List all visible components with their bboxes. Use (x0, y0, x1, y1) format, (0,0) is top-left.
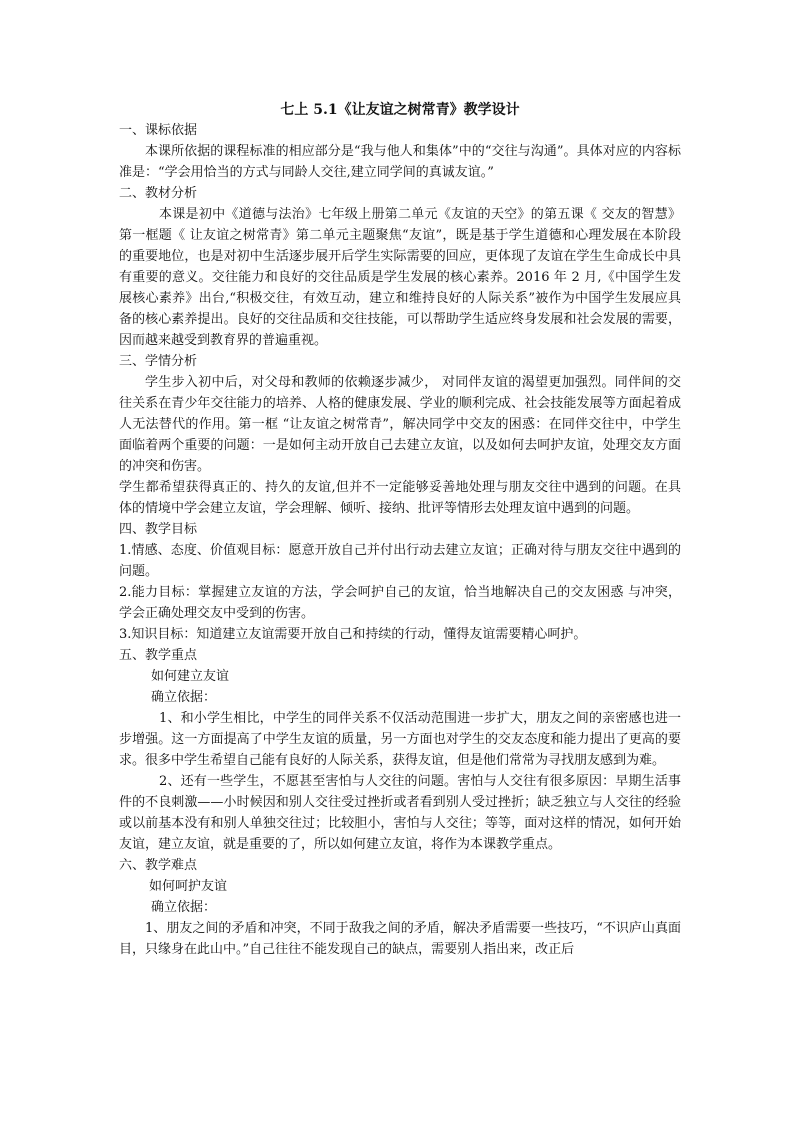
goal-item: 2.能力目标：掌握建立友谊的方法，学会呵护自己的友谊，恰当地解决自己的交友困惑 与冲突，学会正确处理交友中受到的伤害。 (119, 585, 681, 621)
section-heading-curriculum-basis: 一、课标依据 (119, 123, 198, 138)
goal-item: 3.知识目标：知道建立友谊需要开放自己和持续的行动，懂得友谊需要精心呵护。 (119, 627, 587, 642)
paragraph: 学生步入初中后，对父母和教师的依赖逐步减少， 对同伴友谊的渴望更加强烈。同伴间的交往关系在青少年交往能力的培养、人格的健康发展、学业的顺利完成、社会技能发展等方面起着成人无法替代的作用。第一框 “让友谊之树常青”，解决同学中交友的困惑：在同伴交往中，中学生面临着两个重要的问题：一是如何主动开放自己去建立友谊，以及如何去呵护友谊，处理交友方面的冲突和伤害。 (119, 375, 681, 474)
section-heading-teaching-goals: 四、教学目标 (119, 522, 198, 537)
basis-label: 确立依据： (151, 900, 217, 915)
focus-topic: 如何建立友谊 (151, 669, 230, 684)
paragraph: 学生都希望获得真正的、持久的友谊,但并不一定能够妥善地处理与朋友交往中遇到的问题。在具体的情境中学会建立友谊，学会理解、倾听、接纳、批评等情形去处理友谊中遇到的问题。 (119, 480, 681, 516)
paragraph: 本课是初中《道德与法治》七年级上册第二单元《友谊的天空》的第五课《 交友的智慧》第一框题《 让友谊之树常青》第二单元主题聚焦“友谊”，既是基于学生道德和心理发展在本阶段的重要地位，也是对初中生活逐步展开后学生实际需要的回应，更体现了友谊在学生生命成长中具有重要的意义。交往能力和良好的交往品质是学生发展的核心素养。2016 年 2 月,《中国学生发展核心素养》出台,“积极交往，有效互动，建立和维持良好的人际关系”被作为中国学生发展应具备的核心素养提出。良好的交往品质和交往技能，可以帮助学生适应终身发展和社会发展的需要，因而越来越受到教育界的普遍重视。 (119, 207, 681, 348)
paragraph: 1、朋友之间的矛盾和冲突，不同于敌我之间的矛盾，解决矛盾需要一些技巧，“不识庐山真面目，只缘身在此山中。”自己往往不能发现自己的缺点，需要别人指出来，改正后 (119, 921, 681, 957)
basis-label: 确立依据： (151, 690, 217, 705)
paragraph: 1、和小学生相比，中学生的同伴关系不仅活动范围进一步扩大，朋友之间的亲密感也进一步增强。这一方面提高了中学生友谊的质量，另一方面也对学生的交友态度和能力提出了更高的要求。很多中学生希望自己能有良好的人际关系，获得友谊，但是他们常常为寻找朋友感到为难。 (119, 711, 681, 768)
section-heading-student-analysis: 三、学情分析 (119, 354, 198, 369)
paragraph: 2、还有一些学生，不愿甚至害怕与人交往的问题。害怕与人交往有很多原因：早期生活事件的不良刺激——小时候因和别人交往受过挫折或者看到别人受过挫折；缺乏独立与人交往的经验或以前基本没有和别人单独交往过；比较胆小，害怕与人交往；等等，面对这样的情况，如何开始友谊，建立友谊，就是重要的了，所以如何建立友谊，将作为本课教学重点。 (119, 774, 681, 852)
document-title: 七上 5.1《让友谊之树常青》教学设计 (280, 102, 520, 118)
document-page (119, 100, 681, 960)
section-heading-textbook-analysis: 二、教材分析 (119, 186, 198, 201)
section-heading-teaching-difficulty: 六、教学难点 (119, 858, 198, 873)
difficulty-topic: 如何呵护友谊 (149, 879, 228, 894)
section-heading-teaching-focus: 五、教学重点 (119, 648, 198, 663)
goal-item: 1.情感、态度、价值观目标：愿意开放自己并付出行动去建立友谊；正确对待与朋友交往中遇到的问题。 (119, 543, 681, 579)
paragraph: 本课所依据的课程标准的相应部分是“我与他人和集体”中的“交往与沟通”。具体对应的内容标准是：“学会用恰当的方式与同龄人交往,建立同学间的真诚友谊。” (119, 144, 681, 180)
